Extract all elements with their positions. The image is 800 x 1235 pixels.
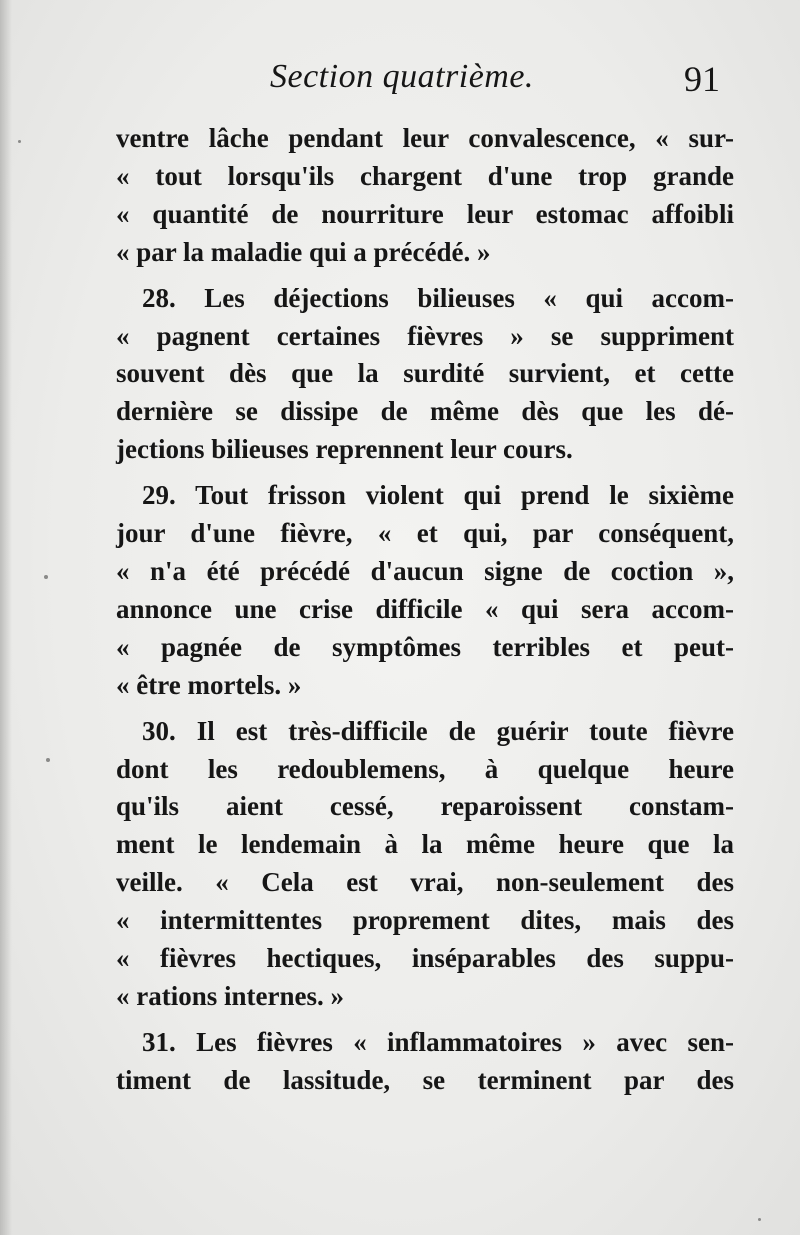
paragraph-continuation [116,120,734,272]
text-line: « par la maladie qui a précédé. » [116,236,491,267]
text-line: dernière se dissipe de même dès que les dé- [116,396,734,427]
page-header [0,58,800,108]
page-number: 91 [684,59,720,99]
text-line: « pagnée de symptômes terribles et peut- [116,631,734,662]
page-edge-shadow [0,0,12,1235]
text-line: ment le lendemain à la même heure que la [116,829,734,860]
text-line: veille. « Cela est vrai, non-seulement des [116,867,734,898]
paragraph-28 [116,280,734,470]
text-line: « rations internes. » [116,980,344,1011]
text-line: annonce une crise difficile « qui sera accom- [116,593,734,624]
paper-speck [46,758,50,762]
body-text [116,120,734,1108]
text-line: « intermittentes proprement dites, mais des [116,905,734,936]
text-line: « pagnent certaines fièvres » se suppriment [116,320,734,351]
text-line: 28. Les déjections bilieuses « qui accom- [142,282,734,313]
text-line: « tout lorsqu'ils chargent d'une trop grande [116,160,734,191]
paper-speck [18,140,21,143]
text-line: qu'ils aient cessé, reparoissent constam- [116,791,734,822]
text-line: souvent dès que la surdité survient, et cette [116,358,734,389]
text-line: 30. Il est très-difficile de guérir toute fièvre [142,715,734,746]
text-line: ventre lâche pendant leur convalescence, « sur- [116,123,734,153]
text-line: jour d'une fièvre, « et qui, par conséquent, [116,518,734,549]
text-line: « quantité de nourriture leur estomac affoibli [116,198,734,229]
paragraph-29 [116,477,734,704]
text-line: « n'a été précédé d'aucun signe de coction », [116,555,734,586]
paper-speck [758,1218,761,1221]
text-line: jections bilieuses reprennent leur cours. [116,434,573,465]
text-line: timent de lassitude, se terminent par des [116,1064,734,1095]
text-line: 29. Tout frisson violent qui prend le sixième [142,480,734,511]
running-title: Section quatrième. [270,58,534,95]
paragraph-31 [116,1024,734,1100]
paragraph-30 [116,713,734,1016]
text-line: « être mortels. » [116,669,302,700]
text-line: « fièvres hectiques, inséparables des suppu- [116,943,734,974]
paper-speck [44,575,48,579]
text-line: dont les redoublemens, à quelque heure [116,753,734,784]
text-line: 31. Les fièvres « inflammatoires » avec sen- [142,1026,734,1057]
